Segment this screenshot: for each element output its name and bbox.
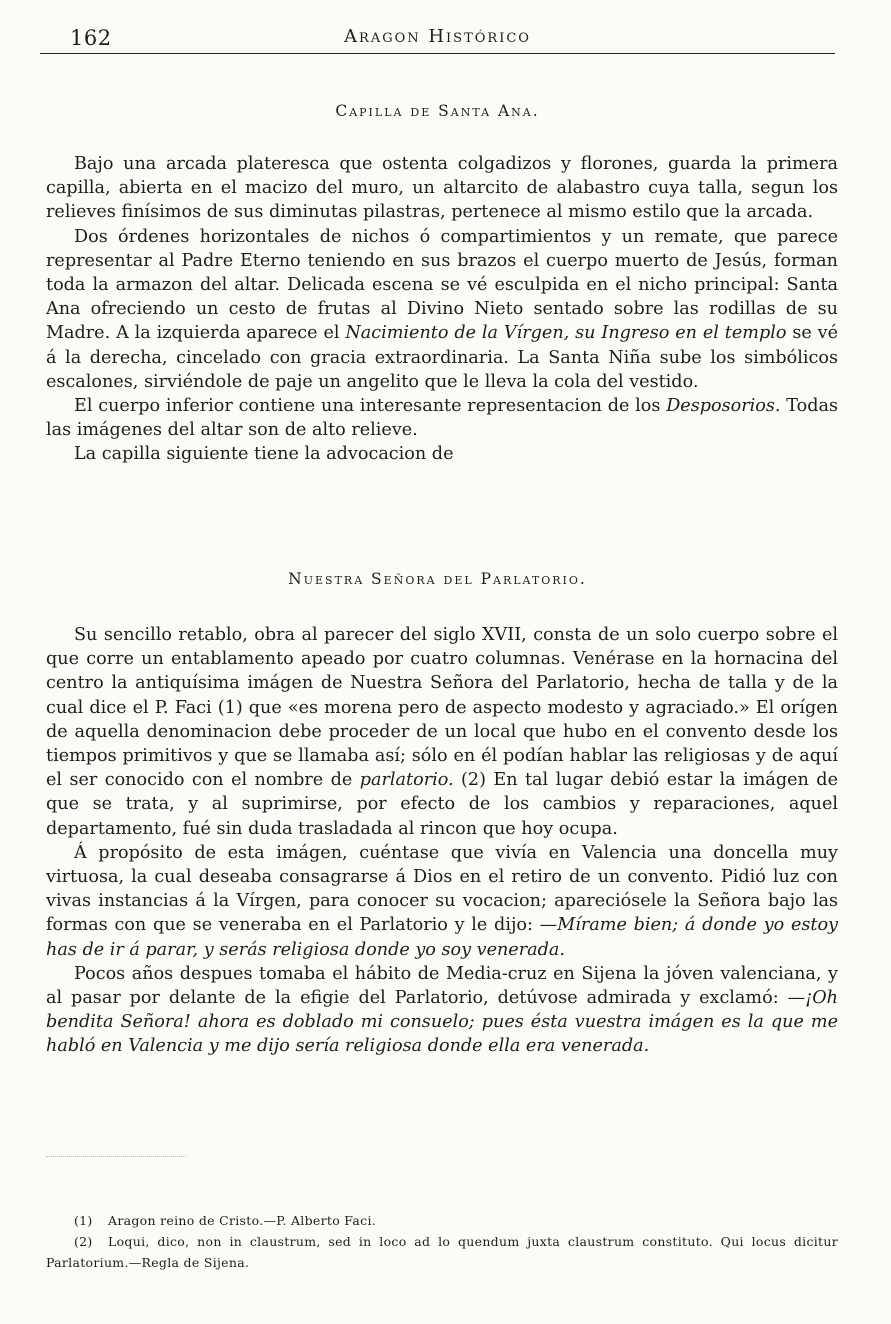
paragraph-text: Bajo una arcada plateresca que ostenta colgadizos y florones, guarda la primera capilla, abierta en el macizo del muro, un altarcito de alabastro cuya talla, segun los relieves finísimos de sus diminutas pilastras, pertenece al mismo estilo que la arcada. [46,154,838,223]
running-title: Aragon Histórico [344,26,531,47]
footnote [46,1210,838,1231]
section-heading-parlatorio: Nuestra Señora del Parlatorio. [288,570,587,588]
paragraph-text: Su sencillo retablo, obra al parecer del siglo XVII, consta de un solo cuerpo sobre el que corre un entablamento apeado por cuatro columnas. Venérase en la hornacina del centro la antiquísima imágen de Nuestra Señora del Parlatorio, hecha de talla y de la cual dice el P. Faci (1) que «es morena pero de aspecto modesto y agraciado.» El orígen de aquella denominacion debe proceder de un local que hubo en el convento desde los tiempos primitivos y que se llamaba así; sólo en él podían hablar las religiosas y de aquí el ser conocido con el nombre de [46,625,838,791]
paragraph [46,225,838,394]
paragraph-text: El cuerpo inferior contiene una interesante representacion de los [74,396,667,417]
paragraph-text: se vé á la derecha, cincelado con gracia extraordinaria. La Santa Niña sube los simbólicos escalones, sirviéndole de paje un angelito que le lleva la cola del vestido. [46,323,838,392]
paragraph [46,962,838,1059]
footnote-text: Loqui, dico, non in claustrum, sed in loco ad lo quendum juxta claustrum constituto. Qui locus dicitur Parlatorium.—Regla de Sijena. [46,1234,838,1270]
footnote-mark: (1) [74,1213,93,1228]
footnote-mark: (2) [74,1234,93,1249]
section-body-parlatorio [46,623,838,1059]
paragraph-text: La capilla siguiente tiene la advocacion de [74,444,454,465]
paragraph-text: Dos órdenes horizontales de nichos ó compartimientos y un remate, que parece representar al Padre Eterno teniendo en sus brazos el cuerpo muerto de Jesús, forman toda la armazon del altar. Delicada escena se vé esculpida en el nicho principal: Santa Ana ofreciendo un cesto de frutas al Divino Nieto sentado sobre las rodillas de su Madre. A la izquierda aparece el [46,226,838,344]
footnotes [46,1210,838,1273]
section-body-santa-ana [46,152,838,467]
italic-text: Desposorios. [666,396,781,417]
footnote-text: Aragon reino de Cristo.—P. Alberto Faci. [108,1213,377,1228]
paragraph [46,841,838,962]
footnote-divider [46,1156,186,1157]
paragraph [46,442,838,466]
italic-text: ¡Oh bendita Señora! ahora es doblado mi consuelo; pues ésta vuestra imágen es la que me habló en Valencia y me dijo sería religiosa donde ella era venerada. [46,988,838,1057]
italic-text: Mírame bien; á donde yo estoy has de ir á parar, y serás religiosa donde yo soy venerada. [46,915,838,960]
paragraph-text: (2) En tal lugar debió estar la imágen de que se trata, y al suprimirse, por efecto de los cambios y reparaciones, aquel departamento, fué sin duda trasladada al rincon que hoy ocupa. [46,770,838,839]
page-header [40,26,835,54]
page-number: 162 [70,26,112,50]
paragraph-text: Todas las imágenes del altar son de alto relieve. [46,396,838,441]
section-heading-santa-ana: Capilla de Santa Ana. [335,102,540,120]
header-rule [40,53,835,54]
italic-text: Nacimiento de la Vírgen, su Ingreso en el templo [345,323,787,344]
paragraph [46,623,838,841]
footnote [46,1231,838,1273]
paragraph [46,152,838,225]
paragraph [46,394,838,442]
italic-text: parlatorio. [359,770,454,791]
paragraph-text: Pocos años despues tomaba el hábito de Media-cruz en Sijena la jóven valenciana, y al pasar por delante de la efigie del Parlatorio, detúvose admirada y exclamó: — [46,963,838,1009]
paragraph-text: Á propósito de esta imágen, cuéntase que vivía en Valencia una doncella muy virtuosa, la cual deseaba consagrarse á Dios en el retiro de un convento. Pidió luz con vivas instancias á la Vírgen, para conocer su vocacion; apareciósele la Señora bajo las formas con que se veneraba en el Parlatorio y le dijo: — [46,842,838,936]
